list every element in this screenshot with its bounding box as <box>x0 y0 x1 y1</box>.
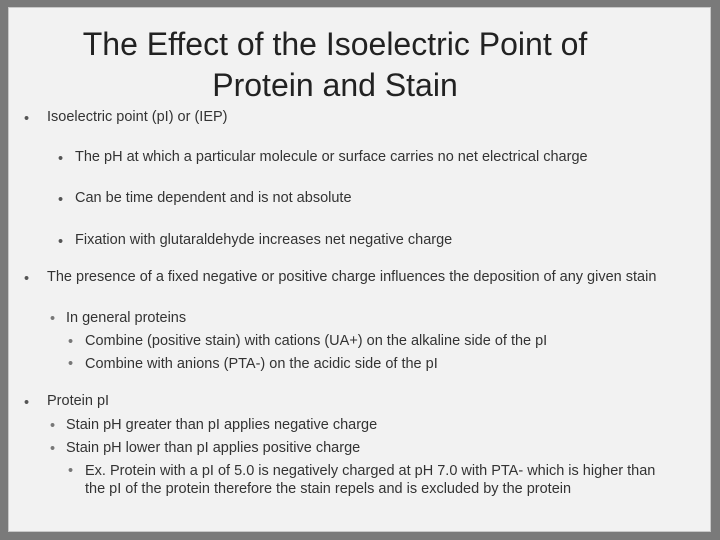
bullet-fixed-charge: The presence of a fixed negative or positive charge influences the deposition of any given stain <box>47 269 657 285</box>
bullet-marker: • <box>58 151 64 167</box>
sub-bullet-general-proteins: In general proteins <box>66 310 187 326</box>
bullet-isoelectric-point: Isoelectric point (pI) or (IEP) <box>47 109 228 125</box>
bullet-protein-pi: Protein pI <box>47 393 110 409</box>
sub-bullet-fixation: Fixation with glutaraldehyde increases net negative charge <box>75 232 453 248</box>
sub-bullet-time-dependent: Can be time dependent and is not absolute <box>75 190 352 206</box>
bullet-marker: • <box>50 418 56 434</box>
bullet-marker: • <box>68 463 74 479</box>
sub-bullet-greater: Stain pH greater than pI applies negative charge <box>66 417 378 433</box>
sub-sub-bullet-cations: Combine (positive stain) with cations (UA+) on the alkaline side of the pI <box>85 333 548 349</box>
bullet-marker: • <box>50 311 56 327</box>
sub-bullet-definition: The pH at which a particular molecule or surface carries no net electrical charge <box>75 149 588 165</box>
bullet-marker: • <box>50 441 56 457</box>
sub-sub-bullet-example: Ex. Protein with a pI of 5.0 is negatively charged at pH 7.0 with PTA- which is higher than the pI of the protein therefore the stain repels and is excluded by the protein <box>85 463 656 497</box>
bullet-marker: • <box>68 356 74 372</box>
bullet-marker: • <box>24 395 30 411</box>
slide-title: The Effect of the Isoelectric Point of Protein and Stain <box>82 26 588 103</box>
sub-sub-bullet-anions: Combine with anions (PTA-) on the acidic side of the pI <box>85 356 438 372</box>
bullet-marker: • <box>58 192 64 208</box>
bullet-marker: • <box>24 111 30 127</box>
sub-bullet-lower: Stain pH lower than pI applies positive charge <box>66 440 361 456</box>
bullet-marker: • <box>68 334 74 350</box>
bullet-marker: • <box>58 234 64 250</box>
bullet-marker: • <box>24 271 30 287</box>
